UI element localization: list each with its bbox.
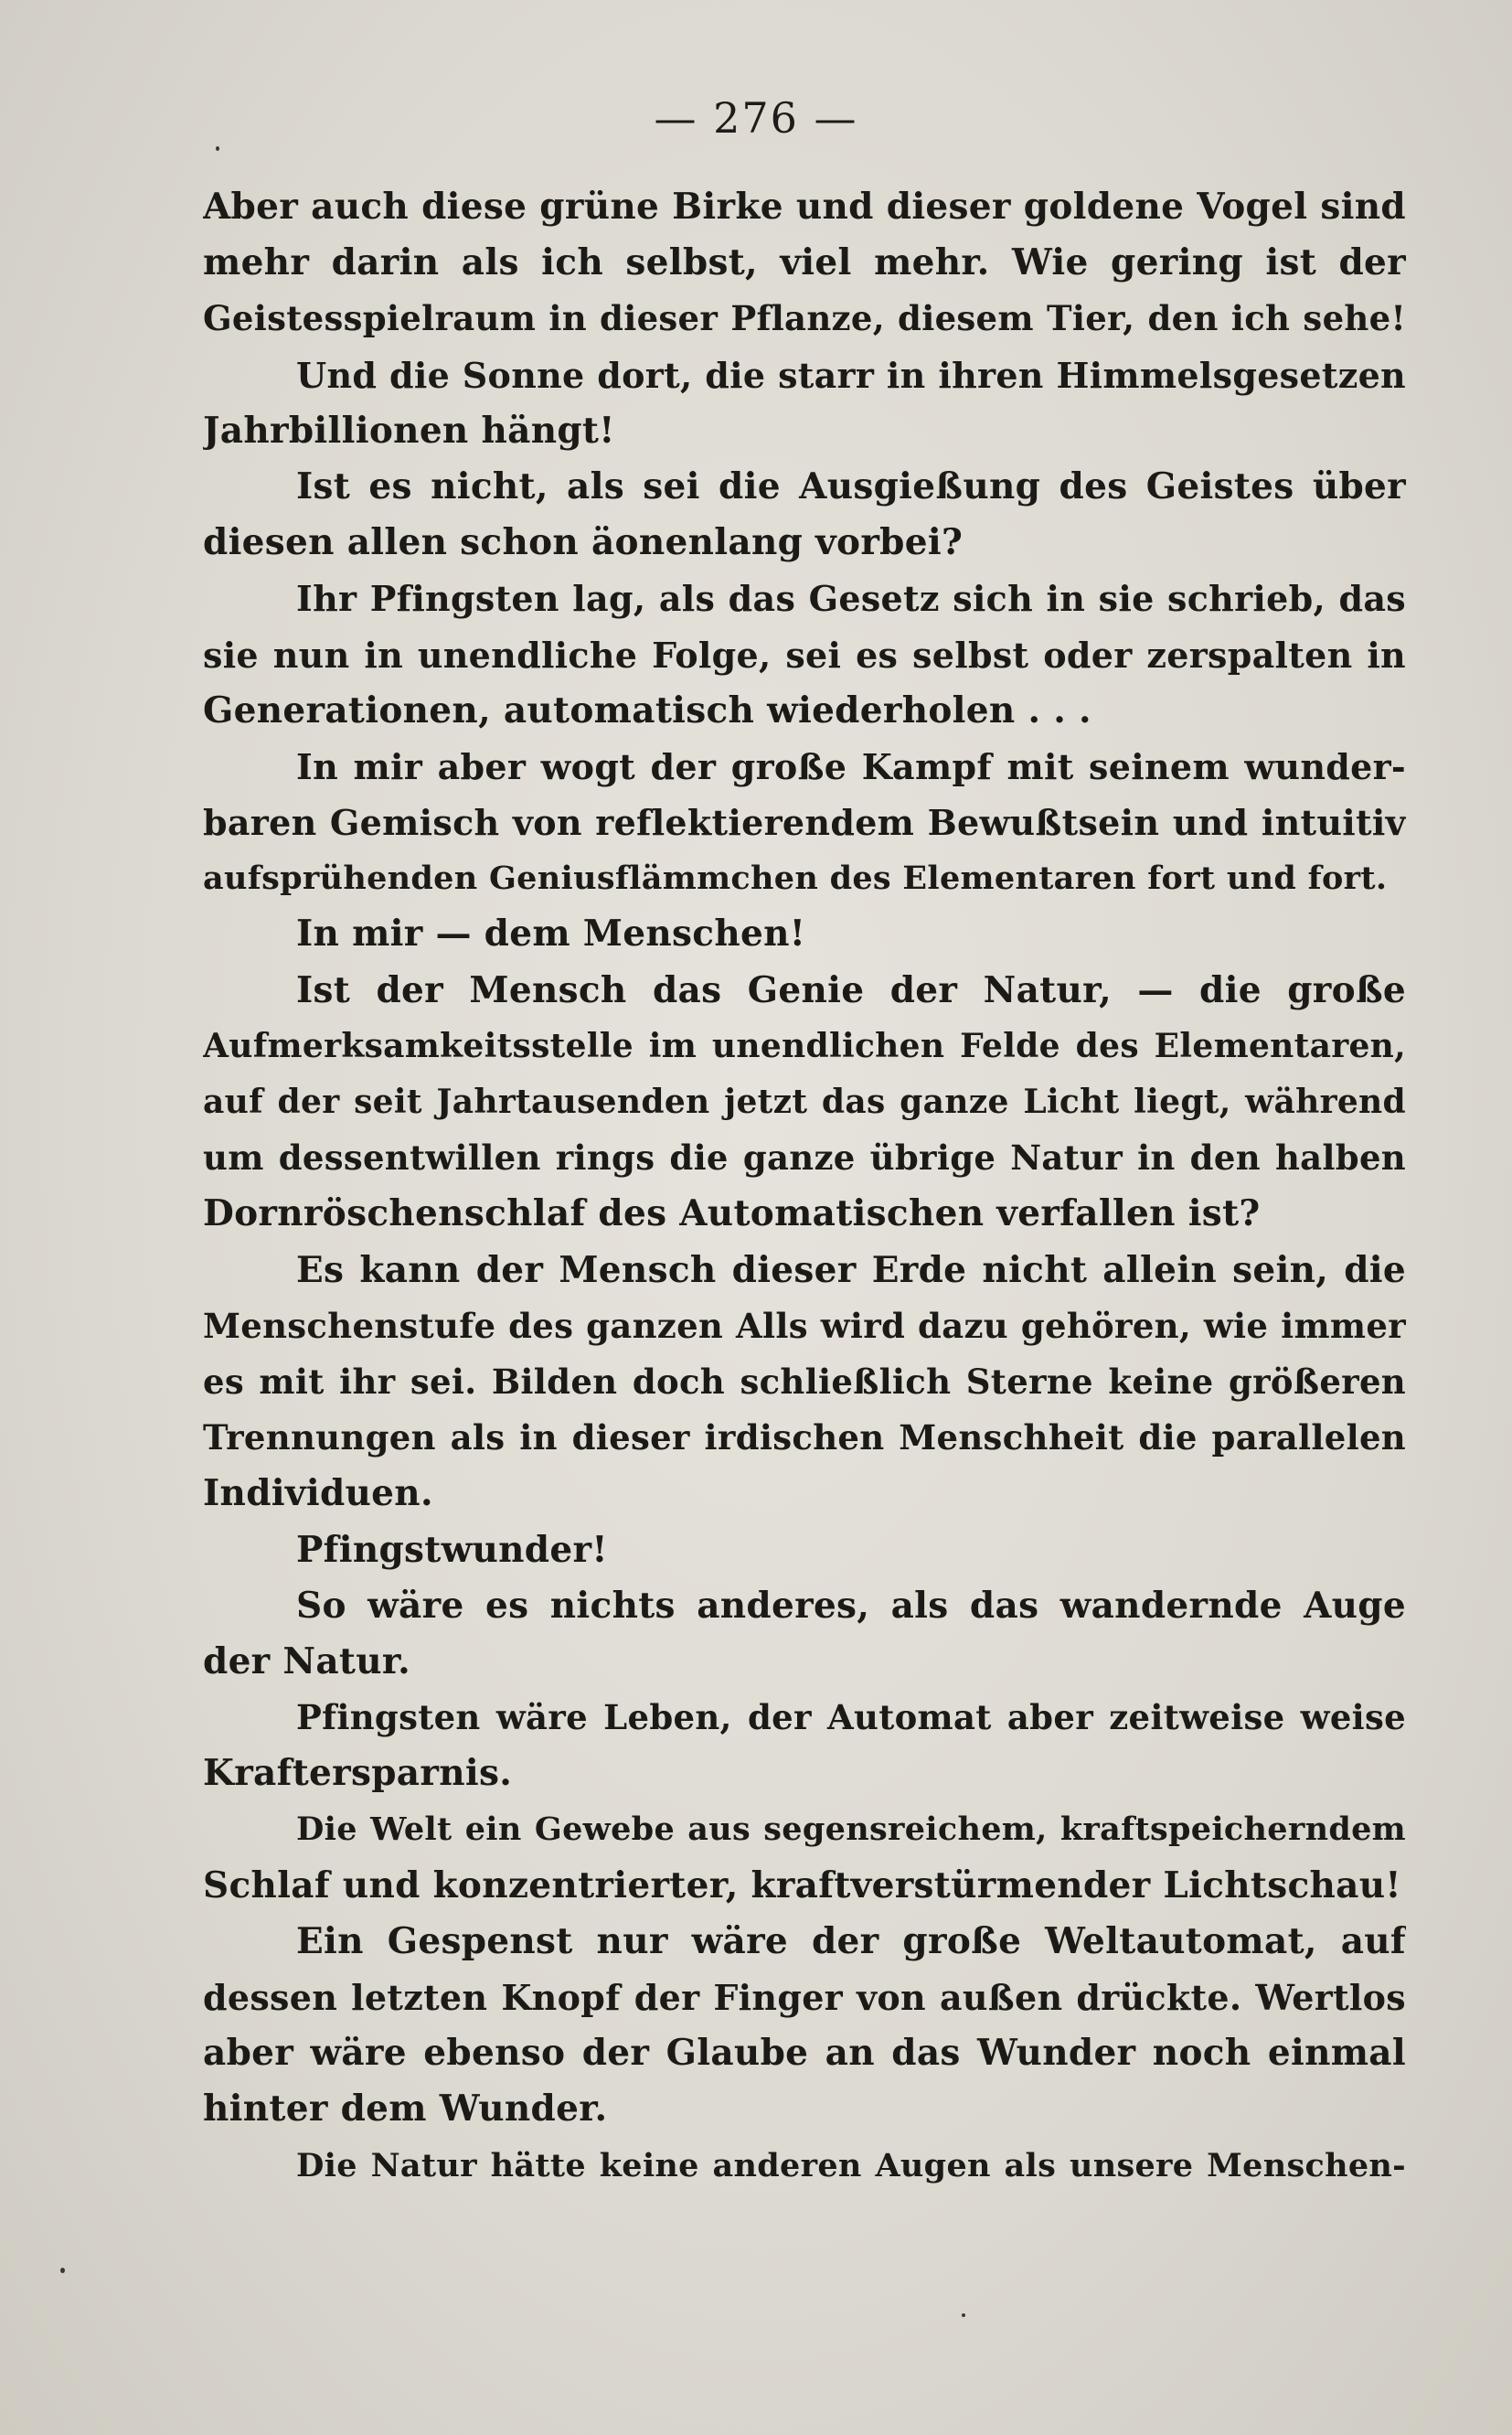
text-line: dessen letzten Knopf der Finger von außen drückte. Wertlos: [203, 1977, 1406, 2018]
text-line: So wäre es nichts anderes, als das wandernde Auge: [296, 1584, 1406, 1627]
text-line: Geistesspielraum in dieser Pflanze, diesem Tier, den ich sehe!: [203, 298, 1406, 339]
text-line: Kraftersparnis.: [203, 1752, 513, 1795]
text-line: Trennungen als in dieser irdischen Menschheit die parallelen: [203, 1417, 1406, 1458]
ink-speck: [962, 2313, 965, 2317]
text-line: In mir — dem Menschen!: [296, 913, 806, 956]
text-line: Und die Sonne dort, die starr in ihren Himmelsgesetzen: [296, 354, 1406, 396]
text-line: Jahrbillionen hängt!: [203, 409, 615, 452]
text-line: hinter dem Wunder.: [203, 2088, 608, 2131]
text-line: mehr darin als ich selbst, viel mehr. Wie gering ist der: [203, 241, 1406, 284]
text-line: Die Welt ein Gewebe aus segensreichem, kraftspeicherndem: [296, 1810, 1406, 1849]
text-line: um dessentwillen rings die ganze übrige Natur in den halben: [203, 1137, 1406, 1179]
text-line: auf der seit Jahrtausenden jetzt das ganze Licht liegt, während: [203, 1083, 1406, 1121]
text-line: Pfingstwunder!: [296, 1528, 608, 1571]
text-line: Pfingsten wäre Leben, der Automat aber zeitweise weise: [296, 1697, 1406, 1738]
text-line: Individuen.: [203, 1472, 433, 1515]
text-line: aber wäre ebenso der Glaube an das Wunder noch einmal: [203, 2032, 1406, 2075]
text-line: Menschenstufe des ganzen Alls wird dazu gehören, wie immer: [203, 1305, 1406, 1346]
text-line: es mit ihr sei. Bilden doch schließlich Sterne keine größeren: [203, 1361, 1406, 1402]
text-line: der Natur.: [203, 1639, 411, 1682]
text-line: Generationen, automatisch wiederholen . . .: [203, 689, 1091, 732]
text-line: sie nun in unendliche Folge, sei es selbst oder zerspalten in: [203, 634, 1406, 676]
text-line: diesen allen schon äonenlang vorbei?: [203, 521, 964, 564]
text-line: Ist es nicht, als sei die Ausgießung des Geistes über: [296, 465, 1406, 507]
text-line: Es kann der Mensch dieser Erde nicht allein sein, die: [296, 1248, 1406, 1291]
body-text: [203, 179, 1406, 2194]
text-line: Dornröschenschlaf des Automatischen verfallen ist?: [203, 1192, 1261, 1235]
text-line: Aber auch diese grüne Birke und dieser goldene Vogel sind: [203, 186, 1406, 228]
text-line: In mir aber wogt der große Kampf mit seinem wunder-: [296, 745, 1406, 787]
text-line: Ein Gespenst nur wäre der große Weltautomat, auf: [296, 1919, 1406, 1962]
ink-speck: [216, 146, 219, 151]
text-line: Ist der Mensch das Genie der Natur, — die große: [296, 968, 1406, 1011]
text-line: aufsprühenden Geniusflämmchen des Elementaren fort und fort.: [203, 860, 1388, 898]
text-line: Ihr Pfingsten lag, als das Gesetz sich in sie schrieb, das: [296, 578, 1406, 620]
text-line: Aufmerksamkeitsstelle im unendlichen Felde des Elementaren,: [203, 1026, 1406, 1065]
page-number: — 276 —: [654, 93, 858, 143]
text-line: Schlaf und konzentrierter, kraftverstürmender Lichtschau!: [203, 1864, 1401, 1906]
ink-speck: [60, 2268, 65, 2273]
text-line: Die Natur hätte keine anderen Augen als unsere Menschen-: [296, 2146, 1406, 2184]
text-line: baren Gemisch von reflektierendem Bewußtsein und intuitiv: [203, 802, 1406, 844]
